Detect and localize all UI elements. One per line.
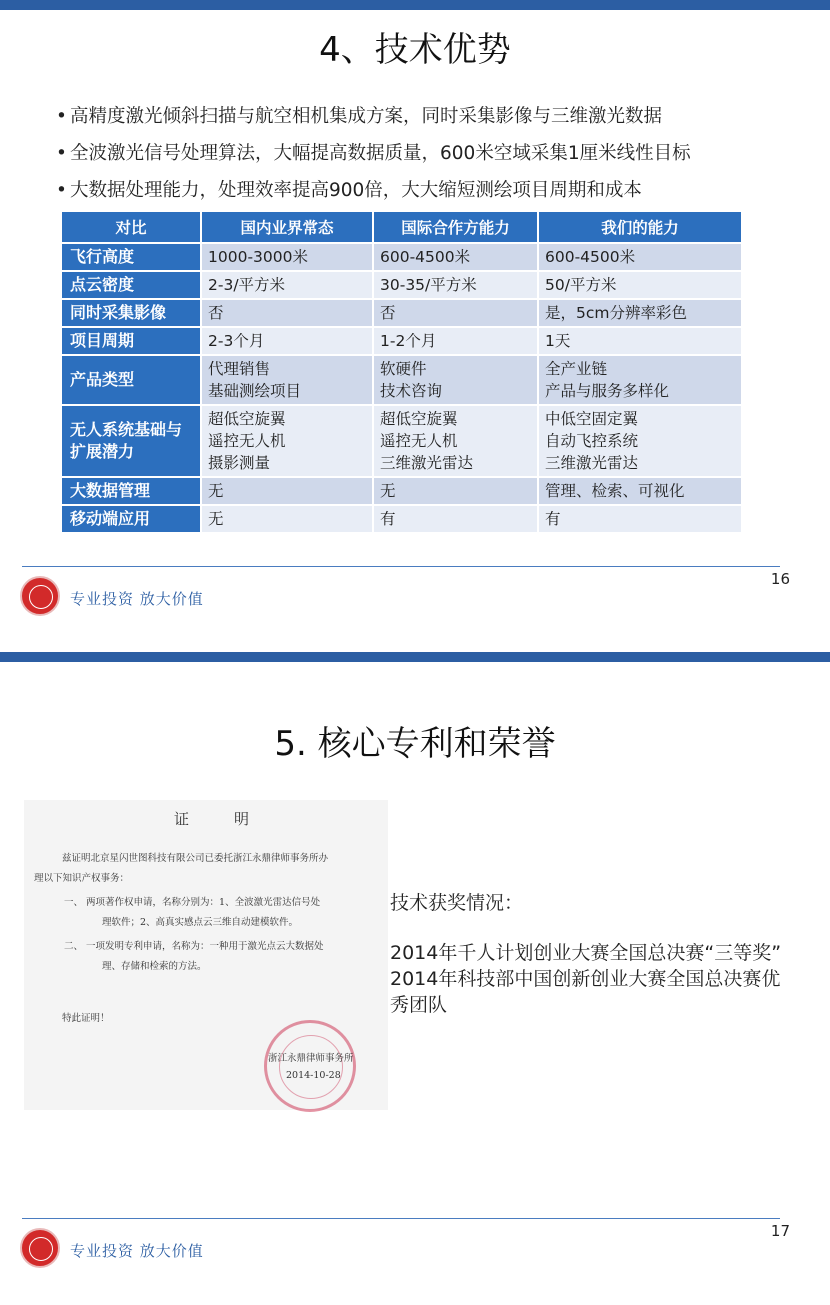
- cell-line: 技术咨询: [380, 382, 443, 400]
- certificate-date: 2014-10-28: [286, 1070, 341, 1081]
- table-cell: [374, 244, 539, 272]
- cell-line: 有: [545, 510, 561, 528]
- cell-line: 代理销售: [208, 360, 271, 378]
- cell-line: 有: [380, 510, 396, 528]
- cell-line: 无: [208, 510, 224, 528]
- row-label: 大数据管理: [62, 478, 202, 506]
- row-label: 移动端应用: [62, 506, 202, 534]
- award-item: 2014年科技部中国创新创业大赛全国总决赛优秀团队: [390, 968, 781, 1016]
- table-row: [62, 406, 743, 478]
- cell-line: 否: [208, 304, 224, 322]
- table-cell: [539, 478, 743, 506]
- row-label: 产品类型: [62, 356, 202, 406]
- cell-line: 中低空固定翼: [545, 410, 639, 428]
- page-number: 16: [770, 570, 790, 588]
- table-cell: [202, 300, 374, 328]
- logo-seal-icon: [20, 576, 60, 616]
- bullet-item: • 全波激光信号处理算法，大幅提高数据质量，600米空域采集1厘米线性目标: [56, 135, 816, 172]
- table-row: [62, 272, 743, 300]
- cell-line: 无: [208, 482, 224, 500]
- awards-heading: 技术获奖情况：: [390, 892, 524, 914]
- table-row: [62, 244, 743, 272]
- table-cell: [374, 478, 539, 506]
- table-cell: [202, 272, 374, 300]
- table-header-cell: 国内业界常态: [202, 212, 374, 244]
- bullet-list: [56, 98, 816, 209]
- certificate-heading: 证: [174, 810, 192, 828]
- table-cell: [374, 328, 539, 356]
- cell-line: 超低空旋翼: [380, 410, 458, 428]
- top-bar: [0, 0, 830, 10]
- footer-slogan: 专业投资 放大价值: [70, 590, 204, 608]
- footer-divider: [22, 1218, 780, 1219]
- cell-line: 三维激光雷达: [380, 454, 474, 472]
- cell-line: 1-2个月: [380, 332, 437, 350]
- certificate-line: 一、 两项著作权申请，名称分别为：1、全波激光雷达信号处: [64, 897, 321, 908]
- certificate-line: 理、存储和检索的方法。: [102, 961, 207, 972]
- cell-line: 管理、检索、可视化: [545, 482, 685, 500]
- cell-line: 无: [380, 482, 396, 500]
- table-cell: [202, 506, 374, 534]
- cell-line: 2-3个月: [208, 332, 265, 350]
- table-header-cell: 国际合作方能力: [374, 212, 539, 244]
- row-label: 点云密度: [62, 272, 202, 300]
- table-cell: [202, 406, 374, 478]
- cell-line: 30-35/平方米: [380, 276, 477, 294]
- stamp-seal-icon: [264, 1020, 356, 1112]
- row-label: 无人系统基础与扩展潜力: [62, 406, 202, 478]
- certificate-signature: 浙江永鼎律师事务所: [268, 1053, 354, 1064]
- table-row: [62, 478, 743, 506]
- comparison-table: [62, 212, 743, 534]
- table-cell: [374, 300, 539, 328]
- slide-title: 4、技术优势: [319, 30, 511, 70]
- bullet-item: • 大数据处理能力，处理效率提高900倍，大大缩短测绘项目周期和成本: [56, 172, 816, 209]
- table-cell: [539, 272, 743, 300]
- certificate-heading: 明: [234, 810, 250, 828]
- cell-line: 否: [380, 304, 396, 322]
- table-cell: [539, 328, 743, 356]
- cell-line: 遥控无人机: [208, 432, 286, 450]
- cell-line: 软硬件: [380, 360, 427, 378]
- cell-line: 摄影测量: [208, 454, 271, 472]
- table-cell: [202, 478, 374, 506]
- bullet-item: • 高精度激光倾斜扫描与航空相机集成方案，同时采集影像与三维激光数据: [56, 98, 816, 135]
- table-cell: [539, 406, 743, 478]
- certificate-line: 兹证明北京星闪世图科技有限公司已委托浙江永鼎律师事务所办: [62, 853, 329, 864]
- cell-line: 是，5cm分辨率彩色: [545, 304, 687, 322]
- table-cell: [539, 300, 743, 328]
- table-cell: [374, 272, 539, 300]
- footer-divider: [22, 566, 780, 567]
- cell-line: 1000-3000米: [208, 248, 308, 266]
- table-header-cell: 对比: [62, 212, 202, 244]
- award-item: 2014年千人计划创业大赛全国总决赛“三等奖”: [390, 942, 782, 964]
- slide-title: 5. 核心专利和荣誉: [274, 724, 556, 764]
- row-label: 项目周期: [62, 328, 202, 356]
- slide-16: [0, 0, 830, 652]
- certificate-image: [24, 800, 388, 1110]
- table-header-cell: 我们的能力: [539, 212, 743, 244]
- table-row: [62, 300, 743, 328]
- cell-line: 2-3/平方米: [208, 276, 286, 294]
- row-label: 飞行高度: [62, 244, 202, 272]
- table-cell: [539, 244, 743, 272]
- cell-line: 遥控无人机: [380, 432, 458, 450]
- certificate-line: 特此证明！: [62, 1013, 110, 1024]
- table-cell: [202, 328, 374, 356]
- table-row: [62, 356, 743, 406]
- table-cell: [374, 356, 539, 406]
- cell-line: 全产业链: [545, 360, 608, 378]
- cell-line: 600-4500米: [380, 248, 471, 266]
- logo-seal-icon: [20, 1228, 60, 1268]
- cell-line: 超低空旋翼: [208, 410, 286, 428]
- cell-line: 1天: [545, 332, 571, 350]
- table-cell: [202, 244, 374, 272]
- cell-line: 自动飞控系统: [545, 432, 639, 450]
- cell-line: 基础测绘项目: [208, 382, 302, 400]
- footer-slogan: 专业投资 放大价值: [70, 1242, 204, 1260]
- certificate-line: 理以下知识产权事务：: [34, 873, 130, 884]
- table-row: [62, 328, 743, 356]
- slide-17: [0, 652, 830, 1304]
- top-bar: [0, 652, 830, 662]
- page-number: 17: [770, 1222, 790, 1240]
- table-cell: [374, 406, 539, 478]
- table-row: [62, 506, 743, 534]
- cell-line: 三维激光雷达: [545, 454, 639, 472]
- cell-line: 产品与服务多样化: [545, 382, 670, 400]
- table-cell: [539, 506, 743, 534]
- table-header-row: [62, 212, 743, 244]
- table-cell: [374, 506, 539, 534]
- table-cell: [539, 356, 743, 406]
- cell-line: 50/平方米: [545, 276, 617, 294]
- certificate-line: 二、 一项发明专利申请，名称为：一种用于激光点云大数据处: [64, 941, 324, 952]
- table-cell: [202, 356, 374, 406]
- row-label: 同时采集影像: [62, 300, 202, 328]
- certificate-line: 理软件；2、高真实感点云三维自动建模软件。: [102, 917, 299, 928]
- cell-line: 600-4500米: [545, 248, 636, 266]
- awards-block: [390, 890, 790, 1018]
